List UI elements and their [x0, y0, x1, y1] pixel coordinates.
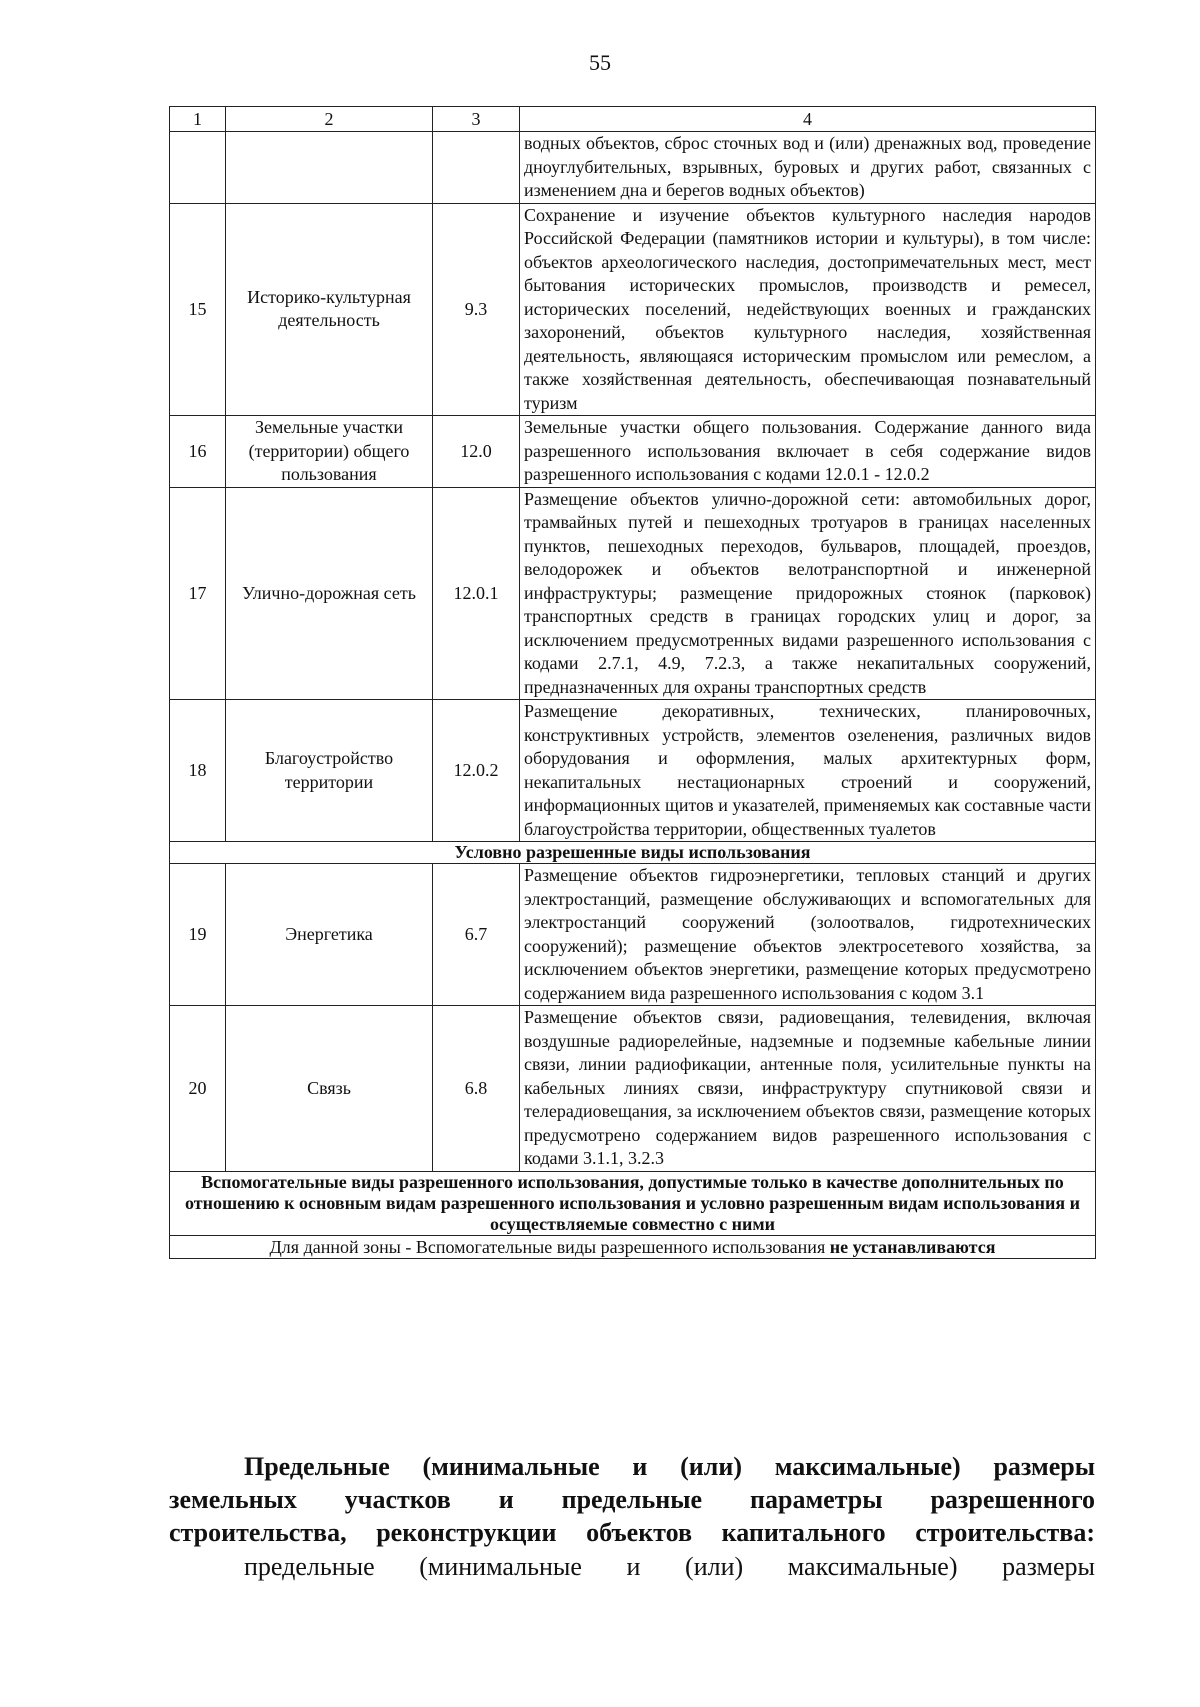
row-use-code: 12.0 — [433, 416, 520, 488]
section-conditional-row — [170, 842, 1096, 864]
row-use-code: 6.8 — [433, 1006, 520, 1172]
section-auxiliary-row — [170, 1171, 1096, 1235]
row-use-name: Земельные участки (территории) общего пользования — [226, 416, 433, 488]
note-emphasis: не устанавливаются — [829, 1236, 996, 1257]
page-number: 55 — [589, 50, 611, 75]
row-use-code: 12.0.1 — [433, 487, 520, 700]
row-num-cell — [170, 132, 226, 204]
header-cell-3: 3 — [433, 107, 520, 132]
section-heading-auxiliary: Вспомогательные виды разрешенного использования, допустимые только в качестве дополнительных по отношению к основным видам разрешенного использования и условно разрешенным видам использования и осуществляемые совместно с ними — [170, 1171, 1096, 1235]
row-code-cell — [433, 132, 520, 204]
row-use-name: Благоустройство территории — [226, 700, 433, 842]
row-number: 16 — [170, 416, 226, 488]
table-row-17 — [170, 487, 1096, 700]
row-use-name: Улично-дорожная сеть — [226, 487, 433, 700]
row-use-name: Энергетика — [226, 864, 433, 1006]
table-row-20 — [170, 1006, 1096, 1172]
table-row-18 — [170, 700, 1096, 842]
row-description: Размещение объектов гидроэнергетики, тепловых станций и других электростанций, размещение обслуживающих и вспомогательных для электростанций сооружений (золоотвалов, гидротехнических сооружений); размещение объектов электросетевого хозяйства, за исключением объектов энергетики, размещение которых предусмотрено содержанием вида разрешенного использования с кодом 3.1 — [520, 864, 1096, 1006]
section-heading — [169, 1450, 1095, 1549]
row-number: 17 — [170, 487, 226, 700]
row-description: Размещение объектов связи, радиовещания, телевидения, включая воздушные радиорелейные, надземные и подземные кабельные линии связи, линии радиофикации, антенные поля, усилительные пункты на кабельных линиях связи, инфраструктуру спутниковой связи и телерадиовещания, за исключением объектов связи, размещение которых предусмотрено содержанием видов разрешенного использования с кодами 3.1.1, 3.2.3 — [520, 1006, 1096, 1172]
section-heading-conditional: Условно разрешенные виды использования — [170, 842, 1096, 864]
heading-line-3: строительства, реконструкции объектов капитального строительства: — [169, 1518, 1095, 1547]
row-description: Земельные участки общего пользования. Содержание данного вида разрешенного использования включает в себя содержание видов разрешенного использования с кодами 12.0.1 - 12.0.2 — [520, 416, 1096, 488]
row-description: Размещение объектов улично-дорожной сети: автомобильных дорог, трамвайных путей и пешеходных тротуаров в границах населенных пунктов, пешеходных переходов, бульваров, площадей, проездов, велодорожек и объектов велотранспортной и инженерной инфраструктуры; размещение придорожных стоянок (парковок) транспортных средств в границах городских улиц и дорог, за исключением предусмотренных видами разрешенного использования с кодами 2.7.1, 4.9, 7.2.3, а также некапитальных сооружений, предназначенных для охраны транспортных средств — [520, 487, 1096, 700]
row-use-name: Историко-культурная деятельность — [226, 203, 433, 416]
header-cell-4: 4 — [520, 107, 1096, 132]
table-row-19 — [170, 864, 1096, 1006]
row-use-code: 12.0.2 — [433, 700, 520, 842]
table-row-15 — [170, 203, 1096, 416]
table-header-row — [170, 107, 1096, 132]
row-description: Размещение декоративных, технических, планировочных, конструктивных устройств, элементов озеленения, различных видов оборудования и оформления, малых архитектурных форм, некапитальных нестационарных строений и сооружений, информационных щитов и указателей, применяемых как составные части благоустройства территории, общественных туалетов — [520, 700, 1096, 842]
row-use-code: 9.3 — [433, 203, 520, 416]
row-name-cell — [226, 132, 433, 204]
auxiliary-note — [170, 1235, 1096, 1258]
table-row-16 — [170, 416, 1096, 488]
heading-line-1: Предельные (минимальные и (или) максимальные) размеры — [244, 1452, 1095, 1481]
note-row — [170, 1235, 1096, 1258]
row-description: водных объектов, сброс сточных вод и (или) дренажных вод, проведение дноуглубительных, взрывных, буровых и других работ, связанных с изменением дна и берегов водных объектов) — [520, 132, 1096, 204]
note-prefix: Для данной зоны - Вспомогательные виды разрешенного использования — [269, 1236, 826, 1257]
heading-line-2: земельных участков и предельные параметры разрешенного — [169, 1485, 1095, 1514]
row-number: 19 — [170, 864, 226, 1006]
header-cell-1: 1 — [170, 107, 226, 132]
row-number: 20 — [170, 1006, 226, 1172]
body-text: предельные (минимальные и (или) максимальные) размеры — [244, 1552, 1095, 1581]
row-use-code: 6.7 — [433, 864, 520, 1006]
row-number: 18 — [170, 700, 226, 842]
table-row-continuation — [170, 132, 1096, 204]
header-cell-2: 2 — [226, 107, 433, 132]
row-number: 15 — [170, 203, 226, 416]
row-description: Сохранение и изучение объектов культурного наследия народов Российской Федерации (памятников истории и культуры), в том числе: объектов археологического наследия, достопримечательных мест, мест бытования исторических промыслов, производств и ремесел, исторических поселений, недействующих военных и гражданских захоронений, объектов культурного наследия, хозяйственная деятельность, являющаяся историческим промыслом или ремеслом, а также хозяйственная деятельность, обеспечивающая познавательный туризм — [520, 203, 1096, 416]
row-use-name: Связь — [226, 1006, 433, 1172]
land-use-table — [169, 106, 1096, 1259]
